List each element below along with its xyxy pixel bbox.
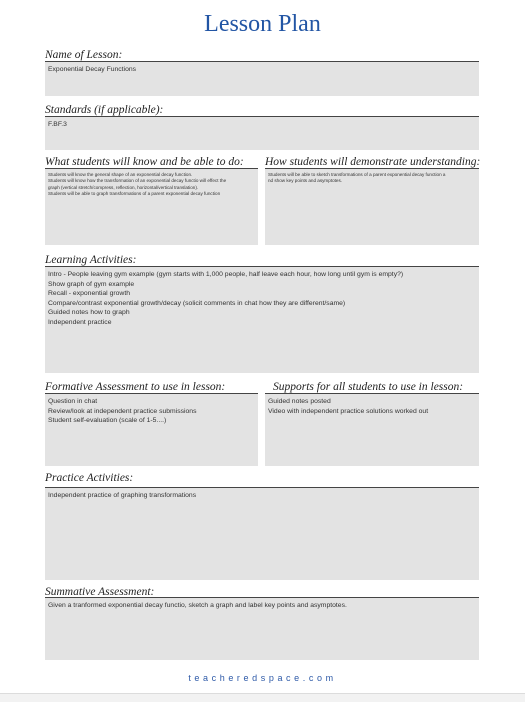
box-text-line: graph (vertical stretch/compress, reflection, horizontal/vertical translation).	[48, 184, 199, 190]
box-text-line: F.BF.3	[48, 121, 67, 128]
box-text-line: Guided notes how to graph	[48, 309, 130, 317]
box-text-line: Students will know the general shape of an exponential decay function.	[48, 172, 193, 177]
box-text-line: Given a tranformed exponential decay functio, sketch a graph and label key points and asymptotes.	[48, 602, 347, 609]
box-text-line: Independent practice of graphing transformations	[48, 492, 197, 499]
learning-activities-label: Learning Activities:	[45, 254, 137, 266]
box-text-line: Intro - People leaving gym example (gym starts with 1,000 people, half leave each hour, how long until gym is empty?)	[48, 271, 404, 278]
formative-assessment-label: Formative Assessment to use in lesson:	[45, 381, 226, 393]
box-text-line: Students will be able to graph transformations of a parent exponential decay function	[48, 191, 221, 197]
supports-label: Supports for all students to use in lesson:	[273, 381, 464, 393]
box-text-line: Students will know how the transformation of an exponential decay functio will effect the	[48, 178, 227, 184]
box-text-line: Students will be able to sketch transformations of a parent exponential decay function a	[268, 172, 446, 177]
know-and-do-box[interactable]	[45, 169, 258, 245]
box-text-line: Student self-evaluation (scale of 1-5....)	[48, 417, 167, 425]
footer-website: teacheredspace.com	[188, 673, 337, 683]
standards-box[interactable]	[45, 117, 479, 150]
know-and-do-label: What students will know and be able to do:	[45, 156, 244, 168]
box-text-line: Exponential Decay Functions	[48, 66, 137, 73]
name-of-lesson-box[interactable]	[45, 62, 479, 96]
summative-assessment-box[interactable]	[45, 598, 479, 660]
box-text-line: nd show key points and asymptotes.	[268, 178, 343, 184]
box-text-line: Video with independent practice solutions worked out	[268, 407, 429, 415]
learning-activities-box[interactable]	[45, 267, 479, 373]
box-text-line: Guided notes posted	[268, 398, 331, 405]
practice-activities-label: Practice Activities:	[45, 472, 134, 484]
box-text-line: Compare/contrast exponential growth/decay (solicit comments in chat how they are different/same)	[48, 299, 346, 307]
box-text-line: Recall - exponential growth	[48, 290, 130, 298]
formative-assessment-box[interactable]	[45, 394, 258, 466]
name-of-lesson-label: Name of Lesson:	[45, 49, 123, 61]
box-text-line: Question in chat	[48, 398, 98, 405]
demonstrate-understanding-label: How students will demonstrate understanding:	[265, 156, 481, 168]
practice-activities-box[interactable]	[45, 488, 479, 580]
box-text-line: Independent practice	[48, 318, 112, 326]
standards-label: Standards (if applicable):	[45, 104, 164, 116]
demonstrate-understanding-box[interactable]	[265, 169, 479, 245]
page-title: Lesson Plan	[204, 11, 321, 37]
supports-box[interactable]	[265, 394, 479, 466]
box-text-line: Show graph of gym example	[48, 280, 135, 288]
summative-assessment-label: Summative Assessment:	[45, 586, 155, 598]
box-text-line: Review/look at independent practice submissions	[48, 407, 197, 415]
